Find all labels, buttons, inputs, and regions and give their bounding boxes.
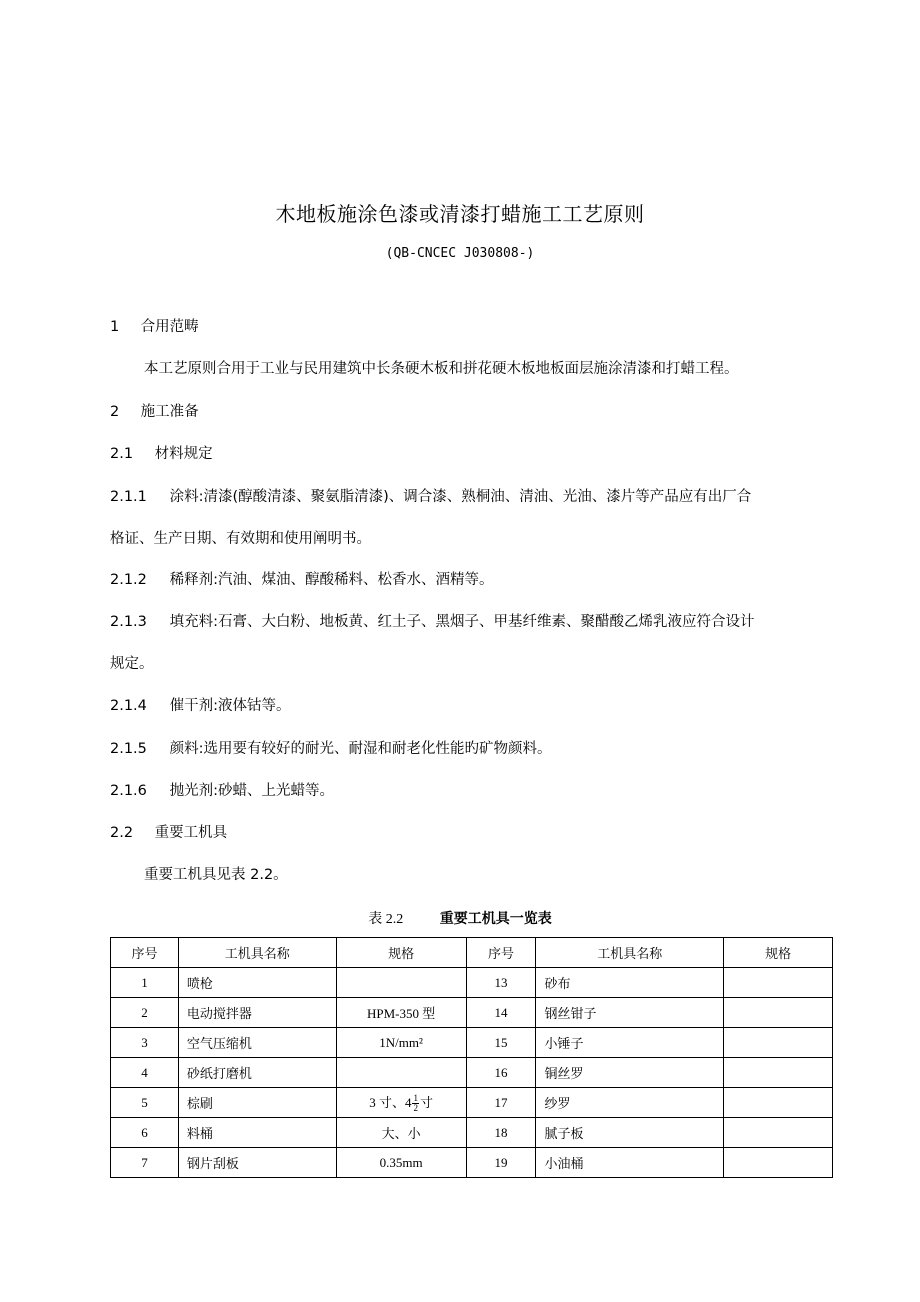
section-number: 2.1.4 [110,698,147,714]
section-2-1-3-line2: 规定。 [110,656,154,672]
table-cell: 13 [466,968,536,998]
section-number: 2.1.2 [110,572,147,588]
table-cell: 1N/mm² [336,1028,466,1058]
section-title: 材料规定 [154,446,213,462]
table-cell [724,998,833,1028]
table-cell: 15 [466,1028,536,1058]
section-number: 1 [110,319,120,335]
header-cell: 工机具名称 [178,938,336,968]
table-cell: 0.35mm [336,1148,466,1178]
table-cell [724,1028,833,1058]
section-1-heading [110,317,840,337]
document-code: (QB-CNCEC J030808-) [385,246,535,261]
table-caption-title: 重要工机具一览表 [439,911,552,927]
table-cell: 19 [466,1148,536,1178]
header-cell: 序号 [111,938,179,968]
table-cell: 腻子板 [536,1118,724,1148]
section-text: 稀释剂:汽油、煤油、醇酸稀料、松香水、酒精等。 [169,572,494,588]
spec-suffix: 寸 [419,1094,433,1110]
section-text: 颜料:选用要有较好的耐光、耐湿和耐老化性能旳矿物颜料。 [169,741,552,757]
section-2-1-1-line2: 格证、生产日期、有效期和使用阐明书。 [110,531,371,547]
header-cell: 序号 [466,938,536,968]
section-number: 2.1.6 [110,783,147,799]
section-text: 填充料:石膏、大白粉、地板黄、红土子、黑烟子、甲基纤维素、聚醋酸乙烯乳液应符合设计 [169,614,755,630]
table-cell: 7 [111,1148,179,1178]
section-2-heading [110,402,840,422]
table-cell: 钢丝钳子 [536,998,724,1028]
table-cell: 铜丝罗 [536,1058,724,1088]
table-caption-number: 表 2.2 [368,912,404,927]
section-2-1-3-line1 [110,612,840,632]
table-cell [336,968,466,998]
section-2-2-heading [110,823,840,843]
table-caption [0,908,920,928]
table-cell: 1 [111,968,179,998]
section-2-1-2 [110,570,840,590]
table-cell: 棕刷 [178,1088,336,1118]
section-number: 2.1 [110,446,134,462]
table-cell [724,1058,833,1088]
table-cell: 2 [111,998,179,1028]
table-cell: 3 [111,1028,179,1058]
table-cell: 小锤子 [536,1028,724,1058]
table-cell [336,1058,466,1088]
table-row [111,1148,833,1178]
fraction [412,1094,419,1113]
section-number: 2.2 [110,825,134,841]
section-title: 重要工机具 [154,825,228,841]
section-text: 催干剂:液体钴等。 [169,698,291,714]
table-cell: 4 [111,1058,179,1088]
table-cell: 纱罗 [536,1088,724,1118]
table-cell: 大、小 [336,1118,466,1148]
section-2-1-4 [110,696,840,716]
spec-prefix: 3 寸、4 [369,1094,412,1110]
fraction-denominator: 2 [413,1103,418,1114]
table-cell: 16 [466,1058,536,1088]
table-row [111,1028,833,1058]
header-cell: 规格 [724,938,833,968]
table-row [111,998,833,1028]
section-number: 2.1.1 [110,489,147,505]
table-cell: 6 [111,1118,179,1148]
section-text: 涂料:清漆(醇酸清漆、聚氨脂清漆)、调合漆、熟桐油、清油、光油、漆片等产品应有出厂合 [169,489,752,505]
table-cell: 空气压缩机 [178,1028,336,1058]
section-number: 2.1.3 [110,614,147,630]
table-row [111,1088,833,1118]
section-2-1-6 [110,781,840,801]
document-title: 木地板施涂色漆或清漆打蜡施工工艺原则 [275,202,645,226]
header-cell: 规格 [336,938,466,968]
table-cell: 电动搅拌器 [178,998,336,1028]
section-title: 施工准备 [140,404,199,420]
table-cell: 砂布 [536,968,724,998]
section-number: 2 [110,404,120,420]
table-cell: 喷枪 [178,968,336,998]
section-title: 合用范畴 [140,319,199,335]
table-cell [724,968,833,998]
table-cell [724,1148,833,1178]
table-cell: 小油桶 [536,1148,724,1178]
table-cell: HPM-350 型 [336,998,466,1028]
table-cell-fraction-spec [336,1088,466,1118]
section-2-1-heading [110,444,840,464]
section-2-1-5 [110,739,840,759]
table-cell [724,1118,833,1148]
table-row [111,1058,833,1088]
table-row [111,968,833,998]
fraction-numerator: 1 [413,1093,418,1104]
table-cell: 5 [111,1088,179,1118]
table-cell [724,1088,833,1118]
section-text: 抛光剂:砂蜡、上光蜡等。 [169,783,334,799]
section-2-1-1-line1 [110,487,840,507]
tools-table [110,937,833,1178]
table-cell: 砂纸打磨机 [178,1058,336,1088]
section-1-paragraph: 本工艺原则合用于工业与民用建筑中长条硬木板和拼花硬木板地板面层施涂清漆和打蜡工程。 [144,361,739,377]
table-cell: 钢片刮板 [178,1148,336,1178]
header-cell: 工机具名称 [536,938,724,968]
table-row [111,1118,833,1148]
table-cell: 料桶 [178,1118,336,1148]
table-header-row [111,938,833,968]
section-2-2-paragraph: 重要工机具见表 2.2。 [144,867,288,883]
section-number: 2.1.5 [110,741,147,757]
table-cell: 18 [466,1118,536,1148]
table-cell: 17 [466,1088,536,1118]
table-cell: 14 [466,998,536,1028]
